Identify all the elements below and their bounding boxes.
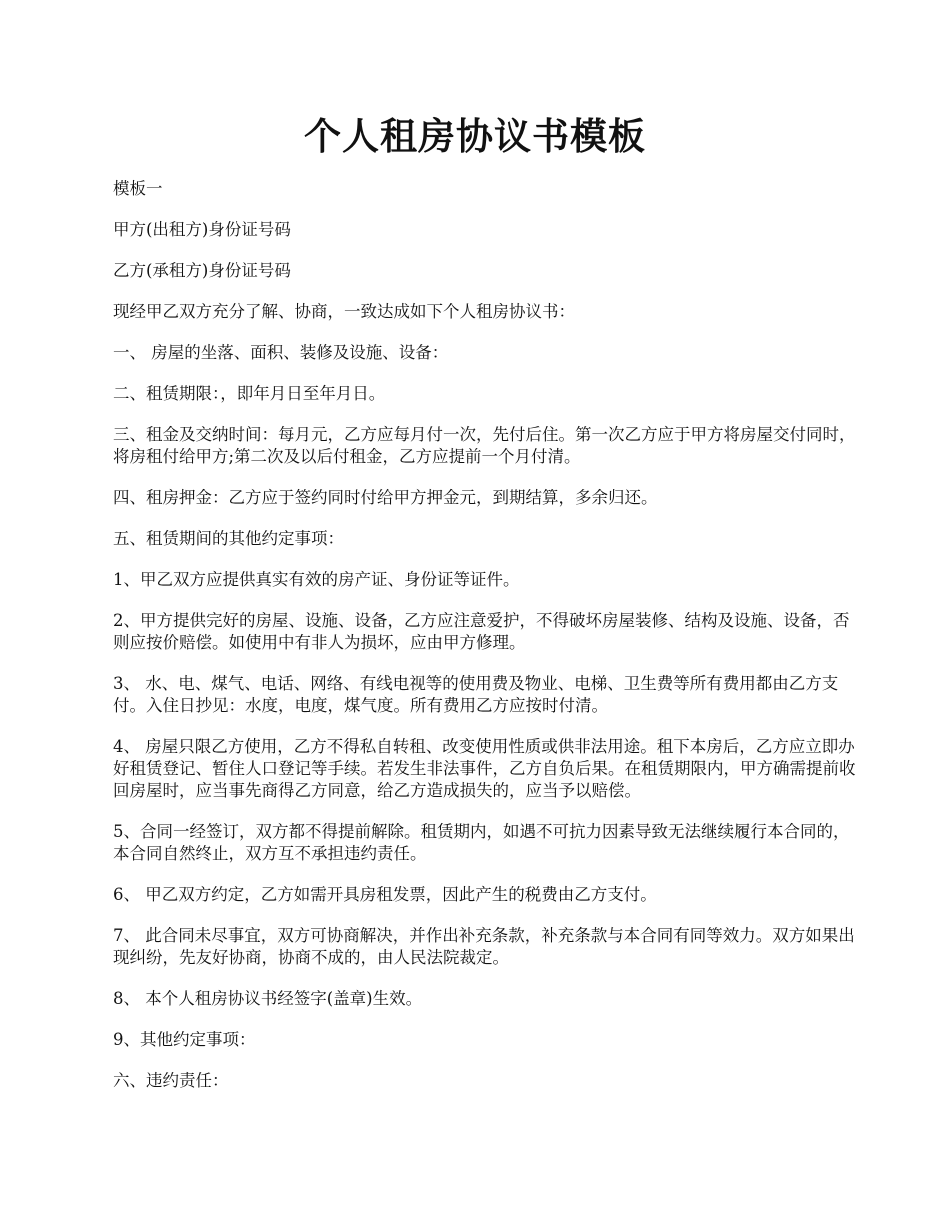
paragraph-item-2: 2、甲方提供完好的房屋、设施、设备，乙方应注意爱护，不得破坏房屋装修、结构及设施、设备，否则应按价赔偿。如使用中有非人为损坏，应由甲方修理。	[113, 611, 850, 652]
paragraph-item-6: 6、 甲乙双方约定，乙方如需开具房租发票，因此产生的税费由乙方支付。	[113, 885, 657, 904]
paragraph-item-4: 4、 房屋只限乙方使用，乙方不得私自转租、改变使用性质或供非法用途。租下本房后，乙方应立即办好租赁登记、暂住人口登记等手续。若发生非法事件，乙方自负后果。在租赁期限内，甲方确需提前收回房屋时，应当事先商得乙方同意，给乙方造成损失的，应当予以赔偿。	[113, 737, 856, 800]
paragraph-party-b: 乙方(承租方)身份证号码	[113, 261, 291, 280]
paragraph-clause-6: 六、违约责任：	[113, 1071, 229, 1090]
document-title: 个人租房协议书模板	[304, 114, 646, 158]
paragraph-item-3: 3、 水、电、煤气、电话、网络、有线电视等的使用费及物业、电梯、卫生费等所有费用都由乙方支付。入住日抄见：水度，电度，煤气度。所有费用乙方应按时付清。	[113, 674, 839, 715]
paragraph-clause-5: 五、租赁期间的其他约定事项：	[113, 529, 344, 548]
paragraph-item-7: 7、 此合同未尽事宜，双方可协商解决，并作出补充条款，补充条款与本合同有同等效力。双方如果出现纠纷，先友好协商，协商不成的，由人民法院裁定。	[113, 926, 855, 967]
paragraph-clause-2: 二、租赁期限：，即年月日至年月日。	[113, 384, 386, 403]
paragraph-clause-1: 一、 房屋的坐落、面积、装修及设施、设备：	[113, 343, 449, 362]
paragraph-item-5: 5、合同一经签订，双方都不得提前解除。租赁期内，如遇不可抗力因素导致无法继续履行本合同的，本合同自然终止，双方互不承担违约责任。	[113, 822, 850, 863]
paragraph-party-a: 甲方(出租方)身份证号码	[113, 220, 291, 239]
document-body	[113, 178, 858, 1111]
paragraph-preamble: 现经甲乙双方充分了解、协商，一致达成如下个人租房协议书：	[113, 302, 575, 321]
paragraph-clause-4: 四、租房押金：乙方应于签约同时付给甲方押金元，到期结算，多余归还。	[113, 488, 658, 507]
paragraph-template-label: 模板一	[113, 179, 163, 198]
paragraph-item-9: 9、其他约定事项：	[113, 1030, 256, 1049]
paragraph-clause-3: 三、租金及交纳时间：每月元，乙方应每月付一次，先付后住。第一次乙方应于甲方将房屋交付同时，将房租付给甲方;第二次及以后付租金，乙方应提前一个月付清。	[113, 425, 856, 466]
paragraph-item-8: 8、 本个人租房协议书经签字(盖章)生效。	[113, 989, 423, 1008]
paragraph-item-1: 1、甲乙双方应提供真实有效的房产证、身份证等证件。	[113, 570, 520, 589]
